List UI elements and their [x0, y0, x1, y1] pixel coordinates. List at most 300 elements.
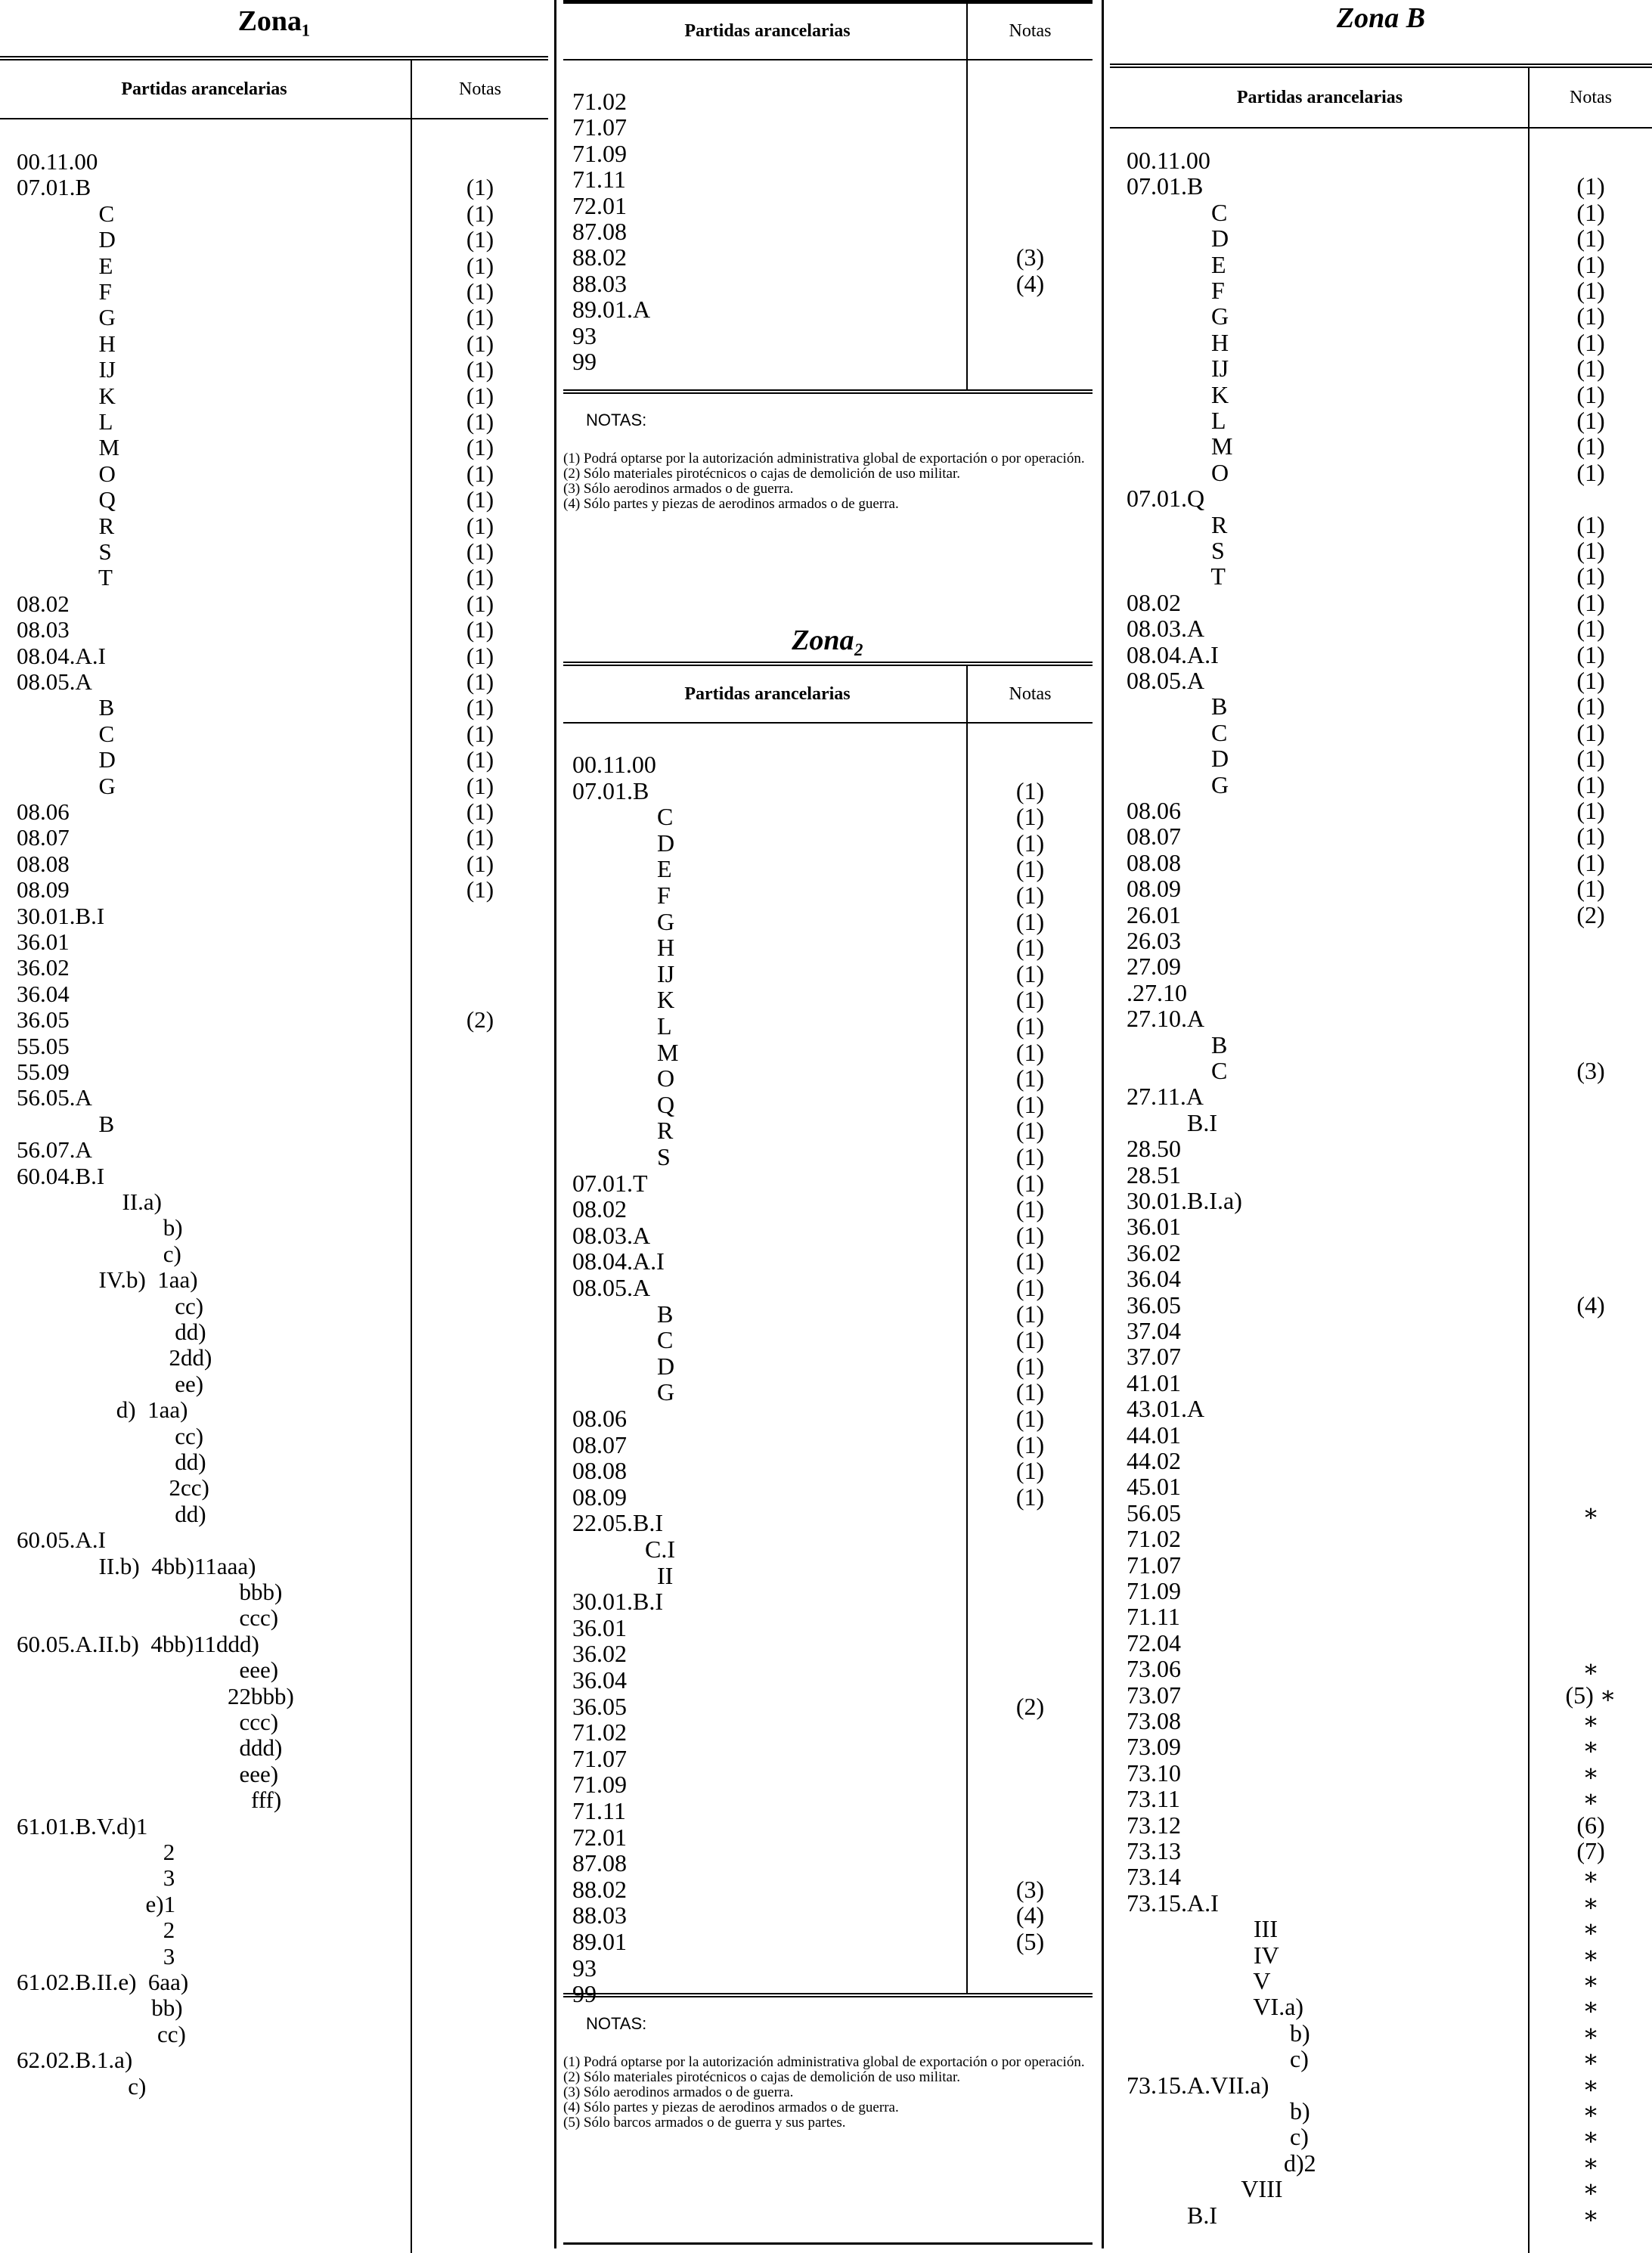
tariff-code: G — [17, 772, 116, 799]
tariff-code: 28.51 — [1127, 1161, 1181, 1188]
note-ref: (1) — [1576, 770, 1605, 798]
zone2-header — [563, 662, 1093, 724]
tariff-code: K — [17, 382, 116, 409]
note-ref: (1) — [1576, 198, 1605, 226]
note-ref: (1) — [466, 694, 494, 721]
tariff-code: 99 — [572, 348, 597, 375]
note-ref: ∗ — [1582, 1498, 1599, 1526]
notes-title: NOTAS: — [586, 2014, 647, 2033]
note-ref: ∗ — [1582, 2045, 1599, 2073]
note-ref: (1) — [1015, 882, 1045, 909]
note-ref: (1) — [466, 434, 494, 461]
tariff-code: 36.02 — [1127, 1238, 1181, 1266]
tariff-code: 73.13 — [1127, 1837, 1181, 1864]
note-ref: (1) — [1015, 1169, 1045, 1197]
tariff-code: 56.05 — [1127, 1498, 1181, 1526]
tariff-code: 71.07 — [572, 1744, 627, 1772]
tariff-code: 08.09 — [17, 876, 70, 903]
note-ref: (1) — [466, 876, 494, 903]
note-ref: (3) — [1015, 243, 1045, 271]
note-ref: (1) — [1576, 355, 1605, 383]
note-ref: (1) — [466, 642, 494, 669]
tariff-code: 36.04 — [17, 980, 70, 1007]
tariff-code: H — [17, 330, 116, 357]
middle-bottom-rule — [563, 2242, 1093, 2245]
note-ref: (1) — [466, 200, 494, 227]
tariff-code: ccc) — [17, 1709, 279, 1735]
note-ref: (1) — [1015, 1300, 1045, 1328]
note-ref: ∗ — [1582, 1707, 1599, 1734]
tariff-code: 28.50 — [1127, 1135, 1181, 1163]
tariff-code: 56.05.A — [17, 1084, 92, 1111]
tariff-code: B — [1127, 1030, 1228, 1058]
col-header-notas: Notas — [1009, 683, 1052, 704]
tariff-code: 26.01 — [1127, 900, 1181, 928]
note-ref: (1) — [1576, 458, 1605, 486]
note-ref: (7) — [1576, 1837, 1605, 1864]
note-ref: (1) — [1576, 510, 1605, 538]
tariff-code: 30.01.B.I — [572, 1588, 663, 1616]
note-ref: (1) — [1015, 1378, 1045, 1406]
tariff-code: fff) — [17, 1787, 282, 1814]
note-ref: (1) — [1576, 667, 1605, 694]
tariff-code: E — [1127, 250, 1226, 278]
tariff-code: R — [17, 512, 115, 539]
zoneB-header — [1110, 64, 1652, 129]
tariff-code: e)1 — [17, 1890, 176, 1917]
note-ref: (1) — [1015, 1038, 1045, 1066]
note-ref: (1) — [466, 460, 494, 487]
note-ref: (1) — [1015, 1457, 1045, 1485]
tariff-code: 08.08 — [17, 850, 70, 877]
note-text: (4) Sólo partes y piezas de aerodinos armados o de guerra. — [563, 2100, 899, 2115]
tariff-code: S — [572, 1143, 671, 1170]
note-ref: ∗ — [1582, 1785, 1599, 1813]
tariff-code: 55.09 — [17, 1058, 70, 1085]
note-ref: (1) — [1576, 640, 1605, 668]
tariff-code: c) — [1127, 2123, 1309, 2151]
tariff-code: VIII — [1127, 2175, 1283, 2203]
column-rule-left — [554, 0, 556, 2248]
note-ref: ∗ — [1582, 2071, 1599, 2099]
tariff-code: C.I — [572, 1536, 675, 1563]
tariff-code: 00.11.00 — [572, 751, 656, 778]
note-ref: ∗ — [1582, 2201, 1599, 2229]
tariff-code: 27.09 — [1127, 953, 1181, 981]
tariff-code: 08.05.A — [572, 1274, 651, 1301]
tariff-code: 71.11 — [572, 166, 626, 194]
tariff-code: 88.02 — [572, 1875, 627, 1903]
tariff-code: 36.02 — [572, 1640, 627, 1668]
tariff-code: C — [572, 803, 674, 831]
tariff-code: R — [1127, 510, 1228, 538]
note-ref: (1) — [1576, 225, 1605, 253]
tariff-code: 08.07 — [17, 824, 70, 851]
tariff-code: 93 — [572, 321, 597, 349]
note-ref: (1) — [466, 772, 494, 799]
note-ref: (4) — [1015, 1901, 1045, 1929]
tariff-code: 71.09 — [572, 1771, 627, 1799]
tariff-code: 08.03 — [17, 616, 70, 643]
tariff-code: 07.01.Q — [1127, 485, 1205, 513]
tariff-code: 3 — [17, 1864, 175, 1892]
tariff-code: bb) — [17, 1994, 183, 2022]
tariff-code: 71.02 — [572, 88, 627, 115]
tariff-code: G — [572, 1378, 675, 1406]
tariff-code: F — [572, 882, 671, 909]
tariff-code: D — [572, 1352, 675, 1380]
tariff-code: 36.01 — [1127, 1213, 1181, 1241]
note-ref: (1) — [1576, 615, 1605, 643]
tariff-code: Q — [572, 1090, 675, 1118]
tariff-code: M — [1127, 432, 1233, 460]
tariff-code: D — [572, 829, 675, 857]
note-ref: (1) — [1015, 1090, 1045, 1118]
tariff-code: 72.01 — [572, 1823, 627, 1851]
note-ref: (1) — [466, 408, 494, 435]
note-ref: (1) — [466, 252, 494, 279]
note-ref: (1) — [466, 330, 494, 357]
tariff-code: O — [1127, 458, 1229, 486]
note-ref: (1) — [1576, 718, 1605, 746]
zone2-title: Zona₂ — [792, 624, 864, 656]
tariff-code: 08.03.A — [1127, 615, 1205, 643]
tariff-code: 60.05.A.I — [17, 1526, 106, 1554]
tariff-code: 71.09 — [572, 139, 627, 167]
tariff-code: T — [17, 564, 113, 591]
note-ref: (1) — [1576, 537, 1605, 564]
note-ref: ∗ — [1582, 1941, 1599, 1969]
col-header-notas: Notas — [1570, 87, 1612, 107]
tariff-code: IJ — [17, 356, 116, 383]
note-ref: (1) — [466, 746, 494, 773]
note-ref: (1) — [1015, 1483, 1045, 1511]
tariff-code: 71.11 — [572, 1797, 626, 1824]
tariff-code: 36.01 — [17, 928, 70, 955]
note-ref: (1) — [1015, 1221, 1045, 1249]
tariff-code: b) — [17, 1214, 183, 1241]
tariff-code: 62.02.B.1.a) — [17, 2047, 133, 2074]
tariff-code: B.I — [1127, 1108, 1217, 1136]
tariff-code: D — [1127, 225, 1229, 253]
tariff-code: 08.09 — [572, 1483, 627, 1511]
note-ref: (3) — [1015, 1875, 1045, 1903]
tariff-code: III — [1127, 1915, 1278, 1943]
note-text: (1) Podrá optarse por la autorización administrativa global de exportación o por operación. — [563, 2054, 1085, 2070]
tariff-code: K — [1127, 380, 1229, 408]
tariff-code: 61.02.B.II.e) 6aa) — [17, 1969, 189, 1995]
tariff-code: 00.11.00 — [1127, 147, 1210, 174]
tariff-code: 2dd) — [17, 1344, 212, 1371]
tariff-code: G — [1127, 770, 1229, 798]
tariff-code: IV — [1127, 1941, 1279, 1969]
note-text: (3) Sólo aerodinos armados o de guerra. — [563, 481, 794, 497]
tariff-code: b) — [1127, 2097, 1310, 2124]
note-ref: ∗ — [1582, 2097, 1599, 2124]
tariff-code: B — [1127, 693, 1228, 721]
tariff-code: 2 — [17, 1917, 175, 1944]
tariff-code: 73.15.A.I — [1127, 1889, 1219, 1917]
col-header-notas: Notas — [1009, 21, 1052, 41]
note-ref: (1) — [1015, 1405, 1045, 1432]
note-ref: (1) — [1576, 380, 1605, 408]
note-ref: (1) — [1015, 1247, 1045, 1275]
tariff-code: F — [1127, 277, 1225, 304]
tariff-code: C — [1127, 718, 1228, 746]
note-ref: (1) — [1015, 1143, 1045, 1170]
tariff-code: .27.10 — [1127, 978, 1187, 1006]
tariff-code: dd) — [17, 1500, 206, 1527]
col-header-partidas: Partidas arancelarias — [684, 21, 851, 41]
tariff-code: 44.02 — [1127, 1447, 1181, 1474]
note-ref: (4) — [1015, 269, 1045, 297]
note-ref: (1) — [466, 564, 494, 591]
tariff-code: O — [572, 1065, 675, 1092]
tariff-code: 36.05 — [572, 1692, 627, 1720]
tariff-code: 72.04 — [1127, 1629, 1181, 1656]
tariff-code: M — [572, 1038, 679, 1066]
tariff-code: 2cc) — [17, 1474, 209, 1501]
tariff-code: 08.06 — [572, 1405, 627, 1432]
tariff-code: R — [572, 1117, 674, 1145]
note-ref: (1) — [1015, 934, 1045, 962]
tariff-code: K — [572, 986, 675, 1014]
note-ref: (4) — [1576, 1291, 1605, 1319]
tariff-code: eee) — [17, 1760, 279, 1787]
tariff-code: 73.12 — [1127, 1811, 1181, 1839]
tariff-code: 08.02 — [17, 590, 70, 617]
note-ref: (1) — [1015, 1117, 1045, 1145]
tariff-code: 71.07 — [1127, 1551, 1181, 1579]
tariff-code: 73.07 — [1127, 1681, 1181, 1709]
tariff-code: 08.06 — [1127, 797, 1181, 824]
tariff-code: M — [17, 434, 120, 461]
note-ref: ∗ — [1582, 1993, 1599, 2021]
tariff-code: 73.10 — [1127, 1759, 1181, 1787]
note-ref: (1) — [1576, 302, 1605, 330]
tariff-code: IV.b) 1aa) — [17, 1266, 198, 1294]
tariff-code: ddd) — [17, 1734, 283, 1762]
tariff-code: 73.11 — [1127, 1785, 1180, 1813]
zone1-title: Zona₁ — [237, 5, 311, 37]
tariff-code: S — [17, 538, 112, 565]
col-header-partidas: Partidas arancelarias — [121, 79, 287, 99]
tariff-code: 87.08 — [572, 218, 627, 245]
tariff-code: B — [17, 694, 115, 721]
tariff-code: IJ — [1127, 355, 1229, 383]
note-ref: (1) — [466, 512, 494, 539]
note-ref: (1) — [1015, 1326, 1045, 1354]
tariff-code: b) — [1127, 2019, 1310, 2047]
note-ref: (1) — [466, 226, 494, 253]
note-ref: (1) — [1015, 986, 1045, 1014]
note-ref: ∗ — [1582, 2175, 1599, 2203]
tariff-code: 08.08 — [572, 1457, 627, 1485]
tariff-code: G — [572, 907, 675, 935]
tariff-code: 00.11.00 — [17, 148, 98, 175]
note-ref: (1) — [1576, 745, 1605, 773]
tariff-code: 36.05 — [17, 1006, 70, 1034]
note-text: (5) Sólo barcos armados o de guerra y sus partes. — [563, 2115, 846, 2131]
tariff-code: d)2 — [1127, 2149, 1316, 2177]
note-ref: (1) — [466, 174, 494, 201]
tariff-code: 36.01 — [572, 1613, 627, 1641]
note-ref: (1) — [1015, 907, 1045, 935]
note-ref: (1) — [1015, 1274, 1045, 1301]
tariff-code: 2 — [17, 1839, 175, 1865]
tariff-code: 08.08 — [1127, 848, 1181, 876]
tariff-code: 07.01.B — [1127, 172, 1204, 200]
tariff-code: 27.10.A — [1127, 1005, 1205, 1033]
tariff-code: 3 — [17, 1942, 175, 1969]
note-ref: (6) — [1576, 1811, 1605, 1839]
tariff-code: 30.01.B.I — [17, 902, 105, 929]
note-ref: (1) — [1015, 1065, 1045, 1092]
tariff-code: 88.02 — [572, 243, 627, 271]
tariff-code: 07.01.B — [17, 174, 91, 201]
tariff-code: cc) — [17, 1292, 204, 1319]
note-ref: (1) — [1015, 803, 1045, 831]
note-ref: ∗ — [1582, 1759, 1599, 1787]
tariff-code: 37.04 — [1127, 1317, 1181, 1344]
note-ref: ∗ — [1582, 1915, 1599, 1943]
tariff-code: V — [1127, 1967, 1271, 1994]
note-ref: ∗ — [1582, 2123, 1599, 2151]
note-ref: (1) — [466, 850, 494, 877]
note-ref: (1) — [1576, 797, 1605, 824]
note-text: (2) Sólo materiales pirotécnicos o cajas de demolición de uso militar. — [563, 466, 960, 482]
tariff-code: 08.09 — [1127, 875, 1181, 903]
tariff-code: L — [572, 1012, 672, 1040]
tariff-code: 36.04 — [1127, 1265, 1181, 1293]
note-ref: (1) — [1015, 855, 1045, 883]
note-text: (4) Sólo partes y piezas de aerodinos armados o de guerra. — [563, 496, 899, 512]
tariff-code: 56.07.A — [17, 1136, 92, 1164]
note-ref: (1) — [1576, 848, 1605, 876]
tariff-code: 55.05 — [17, 1032, 70, 1059]
note-ref: (5) ∗ — [1565, 1681, 1616, 1709]
tariff-code: 08.06 — [17, 798, 70, 825]
note-ref: (5) — [1015, 1928, 1045, 1955]
zoneB-title: Zona B — [1336, 2, 1426, 34]
zone1-cont-header — [563, 0, 1093, 60]
note-ref: (1) — [466, 538, 494, 565]
tariff-code: 88.03 — [572, 1901, 627, 1929]
note-ref: (1) — [466, 590, 494, 617]
tariff-code: 60.04.B.I — [17, 1162, 105, 1189]
note-ref: ∗ — [1582, 2149, 1599, 2177]
tariff-code: 26.03 — [1127, 927, 1181, 954]
tariff-code: c) — [17, 1240, 181, 1267]
note-ref: (1) — [1576, 823, 1605, 851]
tariff-code: C — [17, 720, 115, 747]
tariff-code: 71.07 — [572, 113, 627, 141]
note-ref: ∗ — [1582, 1863, 1599, 1891]
col-header-notas: Notas — [459, 79, 501, 99]
zone1-header — [0, 56, 548, 119]
tariff-code: 08.04.A.I — [572, 1247, 665, 1275]
tariff-code: C — [1127, 198, 1228, 226]
tariff-code: 71.11 — [1127, 1603, 1180, 1631]
tariff-code: 61.01.B.V.d)1 — [17, 1812, 148, 1839]
note-ref: (1) — [466, 486, 494, 513]
note-ref: (2) — [1015, 1692, 1045, 1720]
tariff-code: H — [1127, 328, 1229, 356]
column-rule-right — [1102, 0, 1104, 2248]
tariff-code: 73.09 — [1127, 1733, 1181, 1761]
note-ref: (1) — [1015, 1430, 1045, 1458]
tariff-code: C — [1127, 1057, 1228, 1084]
note-ref: (1) — [1576, 250, 1605, 278]
tariff-code: T — [1127, 562, 1226, 590]
tariff-code: bbb) — [17, 1579, 283, 1605]
tariff-code: 37.07 — [1127, 1343, 1181, 1371]
tariff-code: ee) — [17, 1370, 204, 1397]
tariff-code: G — [17, 304, 116, 331]
tariff-code: c) — [1127, 2045, 1309, 2073]
tariff-code: 73.15.A.VII.a) — [1127, 2071, 1269, 2099]
tariff-code: D — [17, 746, 116, 773]
note-text: (1) Podrá optarse por la autorización administrativa global de exportación o por operación. — [563, 451, 1085, 466]
tariff-code: F — [17, 278, 112, 305]
note-ref: (1) — [466, 798, 494, 825]
tariff-code: 08.05.A — [1127, 667, 1205, 694]
tariff-code: 22bbb) — [17, 1682, 294, 1709]
notes-title: NOTAS: — [586, 411, 647, 429]
tariff-code: 43.01.A — [1127, 1395, 1205, 1423]
col-header-partidas: Partidas arancelarias — [1236, 87, 1403, 107]
tariff-code: 08.03.A — [572, 1221, 651, 1249]
note-ref: (2) — [466, 1006, 494, 1034]
tariff-code: L — [1127, 407, 1226, 434]
tariff-code: 08.02 — [1127, 588, 1181, 616]
zone2-notes — [563, 1993, 1093, 2131]
tariff-code: Q — [17, 486, 116, 513]
tariff-code: 36.02 — [17, 954, 70, 981]
note-text: (2) Sólo materiales pirotécnicos o cajas de demolición de uso militar. — [563, 2069, 960, 2085]
tariff-code: 87.08 — [572, 1849, 627, 1877]
tariff-code: 07.01.B — [572, 776, 649, 804]
note-ref: (1) — [1576, 277, 1605, 304]
tariff-code: 71.09 — [1127, 1577, 1181, 1604]
note-ref: (1) — [466, 668, 494, 695]
note-ref: (1) — [1576, 328, 1605, 356]
tariff-code: II — [572, 1561, 674, 1589]
col-header-partidas: Partidas arancelarias — [684, 683, 851, 704]
tariff-code: dd) — [17, 1449, 206, 1475]
tariff-code: II.a) — [17, 1188, 162, 1215]
note-ref: (1) — [1576, 693, 1605, 721]
tariff-code: E — [572, 855, 672, 883]
note-ref: (1) — [1015, 959, 1045, 987]
tariff-code: B — [17, 1110, 115, 1137]
note-ref: (1) — [466, 304, 494, 331]
tariff-code: 36.04 — [572, 1666, 627, 1694]
note-ref: (1) — [1576, 562, 1605, 590]
note-ref: (1) — [1015, 776, 1045, 804]
tariff-code: C — [572, 1326, 674, 1354]
tariff-code: d) 1aa) — [17, 1396, 188, 1424]
tariff-code: B — [572, 1300, 674, 1328]
tariff-code: 08.04.A.I — [1127, 640, 1219, 668]
note-ref: ∗ — [1582, 1655, 1599, 1683]
tariff-code: 93 — [572, 1954, 597, 1982]
tariff-code: 08.07 — [572, 1430, 627, 1458]
tariff-code: 44.01 — [1127, 1421, 1181, 1449]
note-ref: (1) — [466, 824, 494, 851]
note-ref: (1) — [466, 382, 494, 409]
tariff-code: 89.01 — [572, 1928, 627, 1955]
